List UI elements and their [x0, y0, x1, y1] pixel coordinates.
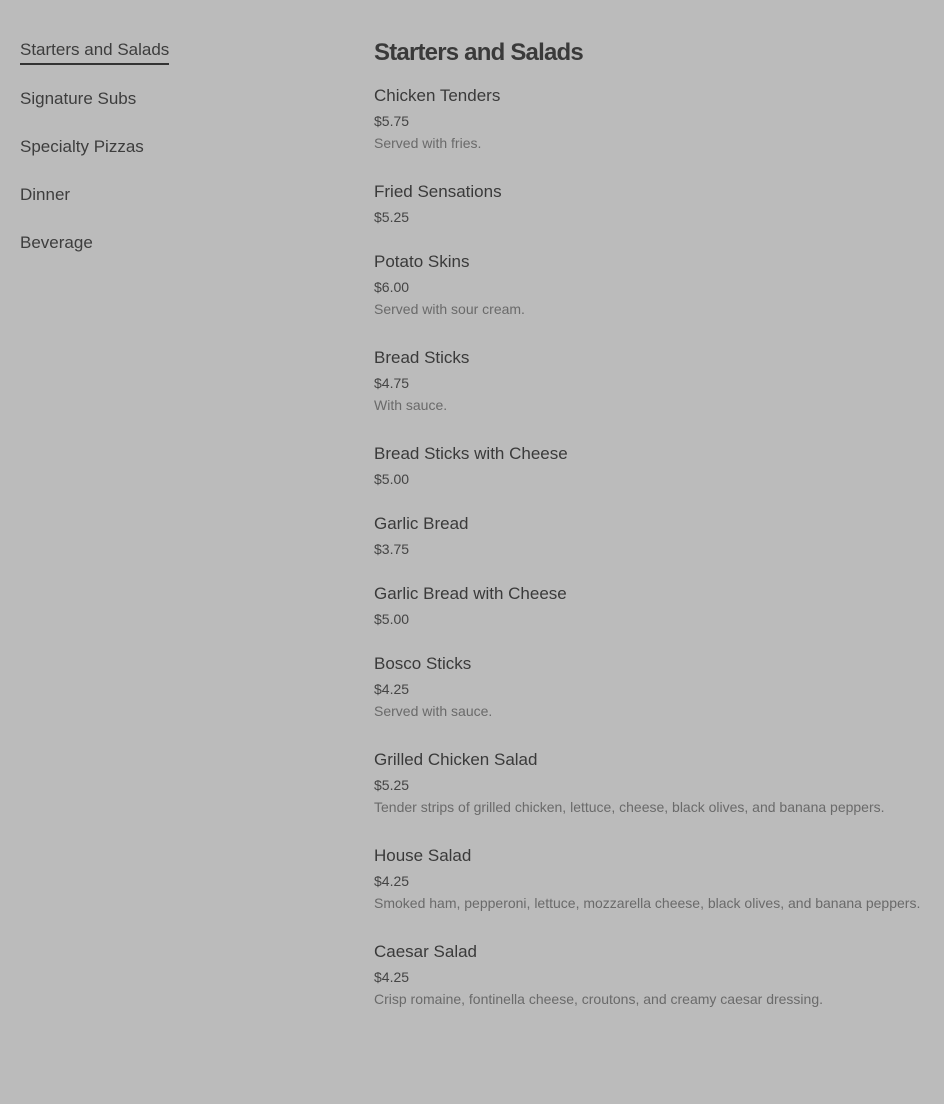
menu-item-name: Bosco Sticks — [374, 654, 472, 673]
menu-item-price: $4.25 — [374, 969, 410, 985]
sidebar-item-dinner[interactable]: Dinner — [20, 185, 71, 204]
menu-item-name: Garlic Bread with Cheese — [374, 584, 567, 603]
menu-item-name: House Salad — [374, 846, 472, 865]
menu-item-price: $5.25 — [374, 777, 410, 793]
category-nav — [20, 38, 169, 279]
menu-item-description: Served with fries. — [374, 135, 482, 151]
menu-item-price: $3.75 — [374, 541, 410, 557]
menu-item-name: Caesar Salad — [374, 942, 478, 961]
menu-item-description: Served with sour cream. — [374, 301, 525, 317]
menu-item-name: Grilled Chicken Salad — [374, 750, 538, 769]
menu-item — [374, 442, 934, 490]
menu-item-name: Garlic Bread — [374, 514, 469, 533]
menu-item — [374, 180, 934, 228]
menu-item — [374, 250, 934, 320]
menu-item-price: $4.25 — [374, 873, 410, 889]
menu-item — [374, 512, 934, 560]
menu-item-name: Fried Sensations — [374, 182, 502, 201]
section-title: Starters and Salads — [374, 39, 583, 66]
menu-item-price: $4.25 — [374, 681, 410, 697]
menu-item — [374, 582, 934, 630]
menu-item-price: $6.00 — [374, 279, 410, 295]
menu-item-description: Smoked ham, pepperoni, lettuce, mozzarella cheese, black olives, and banana peppers. — [374, 895, 921, 911]
menu-item-name: Chicken Tenders — [374, 86, 501, 105]
menu-item-description: Served with sauce. — [374, 703, 493, 719]
menu-item — [374, 84, 934, 154]
menu-item-description: Crisp romaine, fontinella cheese, croutons, and creamy caesar dressing. — [374, 991, 823, 1007]
menu-section — [374, 36, 934, 1036]
menu-item-description: With sauce. — [374, 397, 448, 413]
menu-item-price: $5.75 — [374, 113, 410, 129]
menu-item-name: Potato Skins — [374, 252, 470, 271]
menu-item-name: Bread Sticks — [374, 348, 470, 367]
menu-item — [374, 940, 934, 1010]
menu-item — [374, 748, 934, 818]
menu-item-price: $5.00 — [374, 611, 410, 627]
menu-item-price: $4.75 — [374, 375, 410, 391]
menu-item-name: Bread Sticks with Cheese — [374, 444, 568, 463]
menu-item — [374, 346, 934, 416]
menu-item-list — [374, 84, 934, 1010]
menu-item-description: Tender strips of grilled chicken, lettuce, cheese, black olives, and banana peppers. — [374, 799, 885, 815]
menu-item — [374, 652, 934, 722]
menu-item-price: $5.25 — [374, 209, 410, 225]
sidebar-item-beverage[interactable]: Beverage — [20, 233, 93, 252]
sidebar-item-signature-subs[interactable]: Signature Subs — [20, 89, 137, 108]
sidebar-item-specialty-pizzas[interactable]: Specialty Pizzas — [20, 137, 144, 156]
sidebar-item-starters-and-salads[interactable]: Starters and Salads — [20, 38, 169, 65]
menu-item-price: $5.00 — [374, 471, 410, 487]
menu-item — [374, 844, 934, 914]
